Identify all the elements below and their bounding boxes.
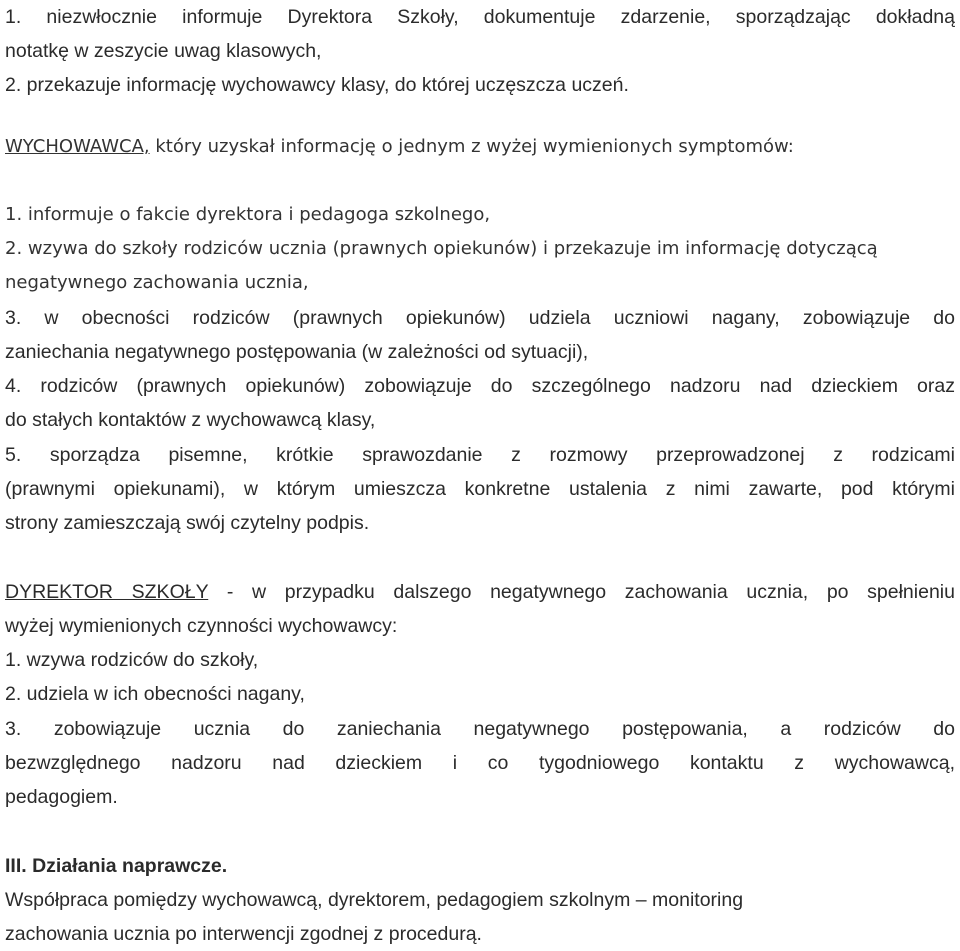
- list-item: 5. sporządza pisemne, krótkie sprawozdanie z rozmowy przeprowadzonej z rodzicami: [5, 444, 955, 466]
- list-item: negatywnego zachowania ucznia,: [5, 272, 309, 293]
- list-item: 1. wzywa rodziców do szkoły,: [5, 649, 259, 671]
- text-line: wyżej wymienionych czynności wychowawcy:: [5, 615, 398, 637]
- dyrektor-intro-text: - w przypadku dalszego negatywnego zachowania ucznia, po spełnieniu: [208, 581, 955, 603]
- text-line: 1. niezwłocznie informuje Dyrektora Szkoły, dokumentuje zdarzenie, sporządzając dokładną: [5, 6, 955, 28]
- wychowawca-label: WYCHOWAWCA,: [5, 136, 150, 157]
- list-item: zaniechania negatywnego postępowania (w zależności od sytuacji),: [5, 341, 589, 363]
- dyrektor-label: DYREKTOR SZKOŁY: [5, 581, 209, 603]
- text-line: notatkę w zeszycie uwag klasowych,: [5, 40, 322, 62]
- list-item: 4. rodziców (prawnych opiekunów) zobowiązuje do szczególnego nadzoru nad dzieckiem oraz: [5, 375, 955, 397]
- text-line: zachowania ucznia po interwencji zgodnej z procedurą.: [5, 923, 482, 945]
- wychowawca-intro: [5, 130, 955, 164]
- list-item: 1. informuje o fakcie dyrektora i pedagoga szkolnego,: [5, 204, 491, 225]
- list-item: (prawnymi opiekunami), w którym umieszcza konkretne ustalenia z nimi zawarte, pod którymi: [5, 478, 955, 500]
- list-item: strony zamieszczają swój czytelny podpis.: [5, 512, 370, 534]
- text-line: 2. przekazuje informację wychowawcy klasy, do której uczęszcza uczeń.: [5, 74, 629, 96]
- wychowawca-intro-text: który uzyskał informację o jednym z wyżej wymienionych symptomów:: [149, 136, 794, 157]
- list-item: 2. udziela w ich obecności nagany,: [5, 683, 305, 705]
- list-item: 3. w obecności rodziców (prawnych opiekunów) udziela uczniowi nagany, zobowiązuje do: [5, 307, 955, 329]
- list-item: 3. zobowiązuje ucznia do zaniechania negatywnego postępowania, a rodziców do: [5, 718, 955, 740]
- text-line: Współpraca pomiędzy wychowawcą, dyrektorem, pedagogiem szkolnym – monitoring: [5, 889, 744, 911]
- dyrektor-intro: [5, 575, 955, 609]
- section-heading: III. Działania naprawcze.: [5, 855, 228, 877]
- list-item: bezwzględnego nadzoru nad dzieckiem i co tygodniowego kontaktu z wychowawcą,: [5, 752, 955, 774]
- list-item: pedagogiem.: [5, 786, 118, 808]
- list-item: do stałych kontaktów z wychowawcą klasy,: [5, 409, 376, 431]
- list-item: 2. wzywa do szkoły rodziców ucznia (prawnych opiekunów) i przekazuje im informację dotyczącą: [5, 238, 878, 259]
